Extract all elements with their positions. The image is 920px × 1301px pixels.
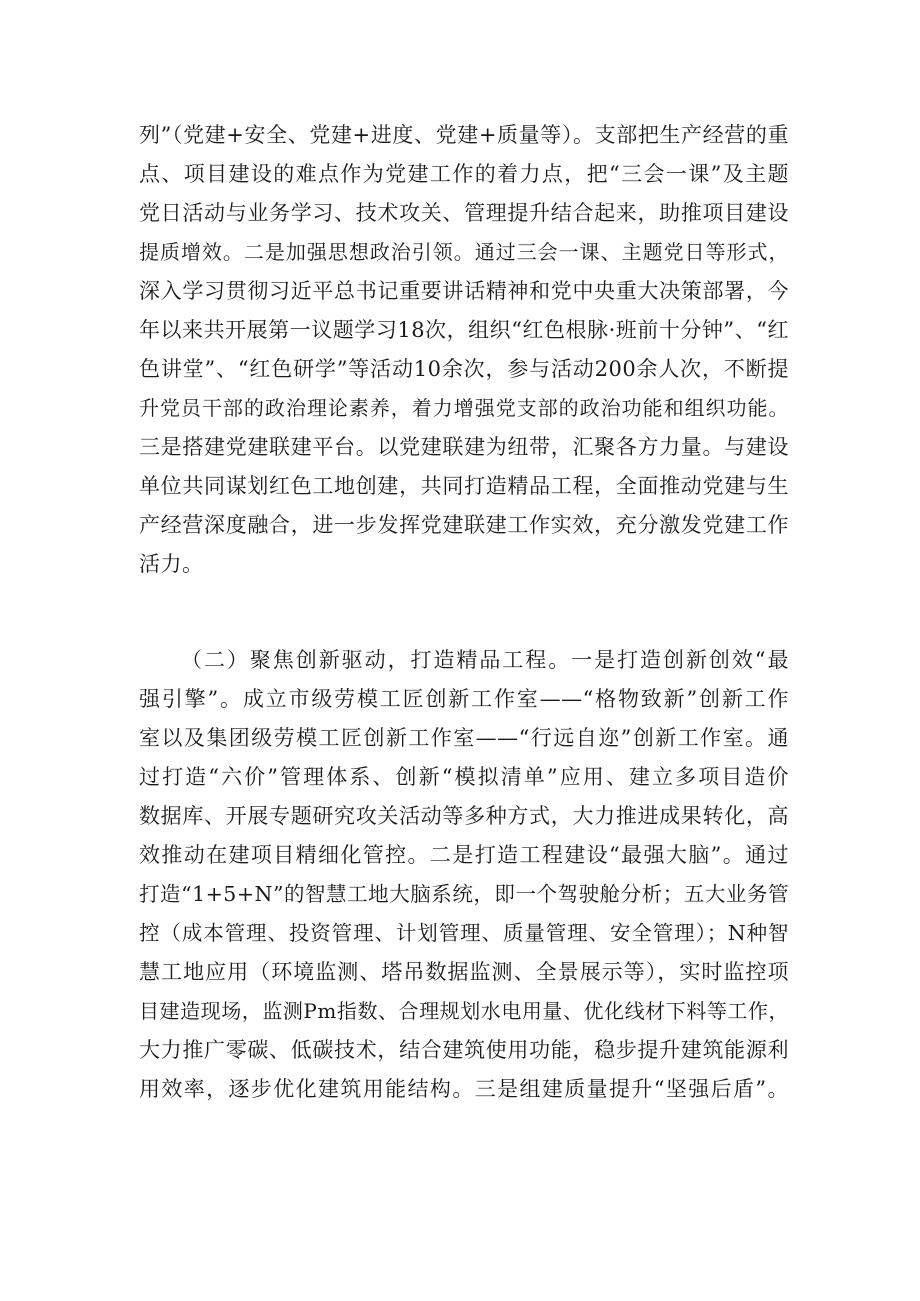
text-line: 点、项目建设的难点作为党建工作的着力点，把“三会一课”及主题 [139, 162, 789, 186]
text-line: 列”（党建+安全、党建+进度、党建+质量等）。支部把生产经营的重 [139, 123, 789, 147]
text-line: 党日活动与业务学习、技术攻关、管理提升结合起来，助推项目建设 [139, 201, 789, 225]
text-line: 升党员干部的政治理论素养，着力增强党支部的政治功能和组织功能。 [139, 396, 789, 420]
paragraph-party-building [139, 116, 789, 584]
text-line: 深入学习贯彻习近平总书记重要讲话精神和党中央重大决策部署，今 [139, 279, 789, 303]
text-line: 三是搭建党建联建平台。以党建联建为纽带，汇聚各方力量。与建设 [139, 435, 789, 459]
text-line: 单位共同谋划红色工地创建，共同打造精品工程，全面推动党建与生 [139, 474, 789, 498]
text-line: 室以及集团级劳模工匠创新工作室——“行远自迩”创新工作室。通 [139, 726, 789, 750]
section-heading-line: （二）聚焦创新驱动，打造精品工程。一是打造创新创效“最 [181, 648, 789, 672]
text-line: 慧工地应用（环境监测、塔吊数据监测、全景展示等），实时监控项 [139, 960, 789, 984]
text-line: 效推动在建项目精细化管控。二是打造工程建设“最强大脑”。通过 [139, 843, 789, 867]
text-line: 打造“1+5+N”的智慧工地大脑系统，即一个驾驶舱分析；五大业务管 [139, 882, 789, 906]
paragraph-innovation [139, 641, 789, 1109]
text-line: 产经营深度融合，进一步发挥党建联建工作实效，充分激发党建工作 [139, 513, 789, 537]
text-line: 大力推广零碳、低碳技术，结合建筑使用功能，稳步提升建筑能源利 [139, 1038, 789, 1062]
text-line: 年以来共开展第一议题学习18次，组织“红色根脉·班前十分钟”、“红 [139, 318, 789, 342]
text-line: 数据库、开展专题研究攻关活动等多种方式，大力推进成果转化，高 [139, 804, 789, 828]
text-line: 控（成本管理、投资管理、计划管理、质量管理、安全管理）；N种智 [139, 921, 789, 945]
text-line: 目建造现场，监测Pm指数、合理规划水电用量、优化线材下料等工作， [139, 999, 789, 1023]
text-line: 用效率，逐步优化建筑用能结构。三是组建质量提升“坚强后盾”。 [139, 1077, 789, 1101]
text-line: 提质增效。二是加强思想政治引领。通过三会一课、主题党日等形式， [139, 240, 789, 264]
text-line: 强引擎”。成立市级劳模工匠创新工作室——“格物致新”创新工作 [139, 687, 789, 711]
text-line: 活力。 [139, 552, 204, 576]
text-line: 色讲堂”、“红色研学”等活动10余次，参与活动200余人次，不断提 [139, 357, 789, 381]
text-line: 过打造“六价”管理体系、创新“模拟清单”应用、建立多项目造价 [139, 765, 789, 789]
